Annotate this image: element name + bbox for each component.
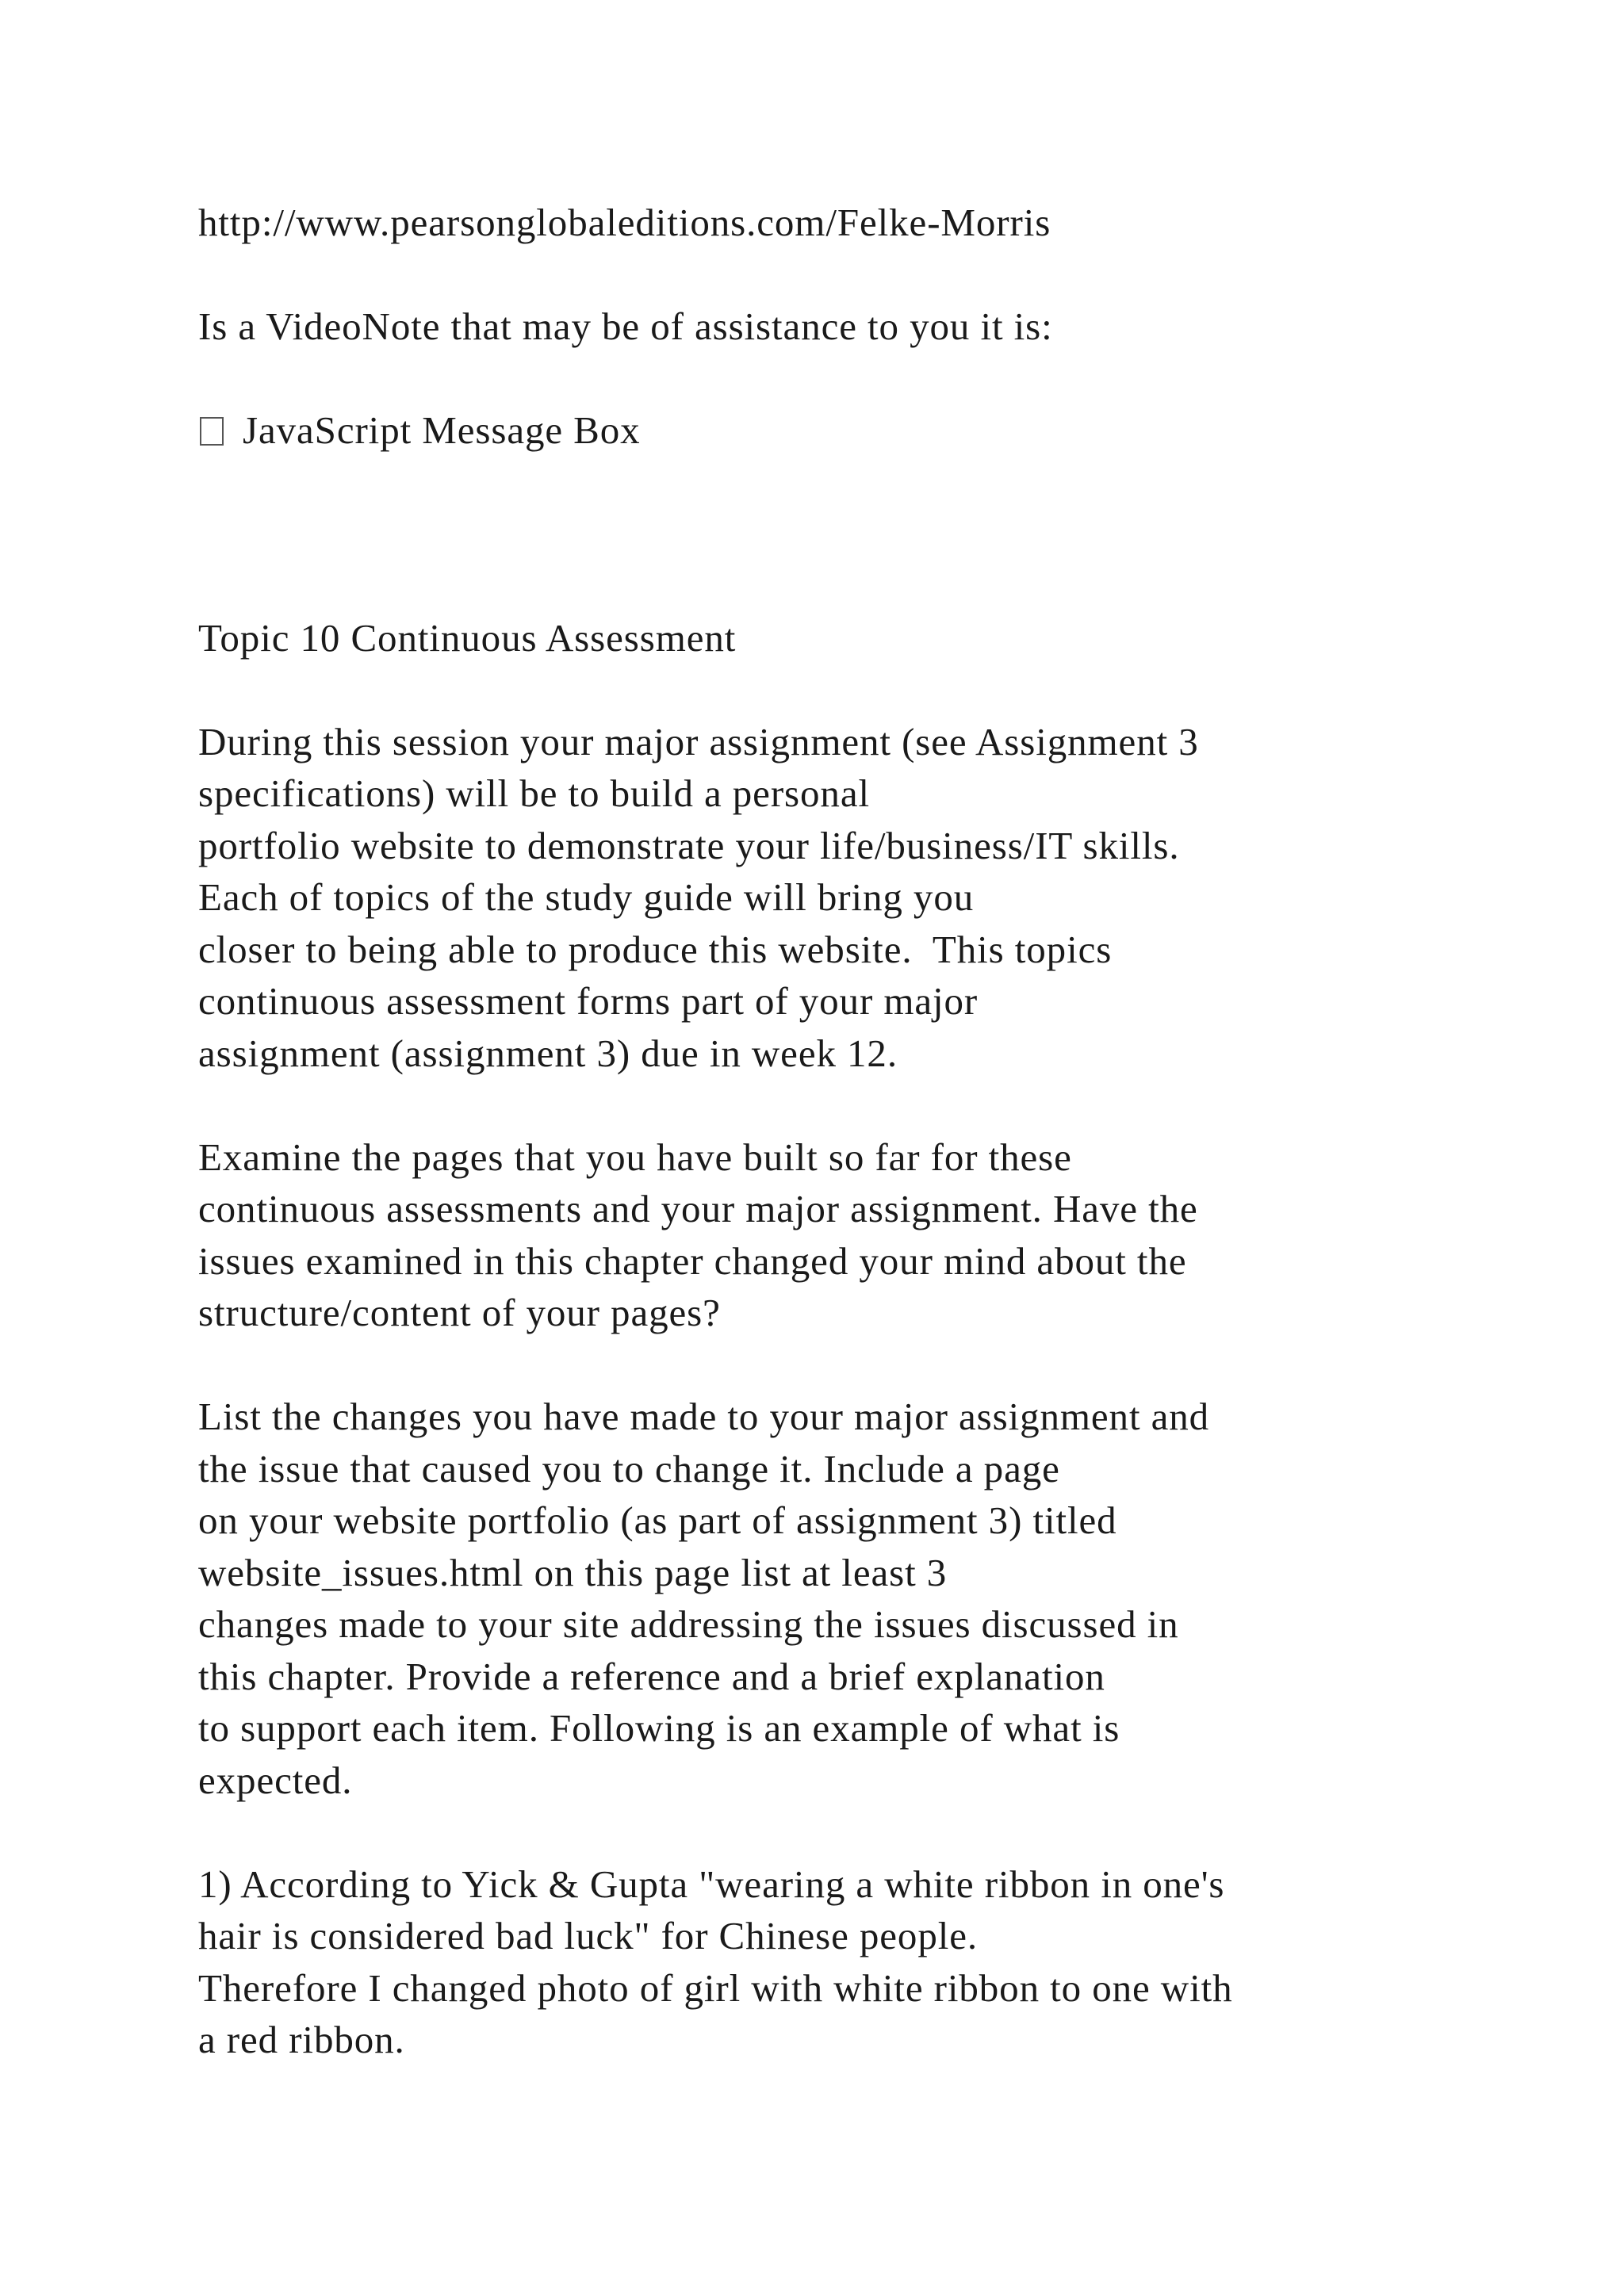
- paragraph-line: changes made to your site addressing the issues discussed in: [198, 1602, 1179, 1646]
- missing-glyph-box-icon: [200, 417, 224, 446]
- paragraph-line: on your website portfolio (as part of assignment 3) titled: [198, 1498, 1117, 1542]
- paragraph-line: continuous assessment forms part of your major: [198, 979, 979, 1023]
- paragraph-line: hair is considered bad luck" for Chinese people.: [198, 1914, 979, 1957]
- paragraph-line: structure/content of your pages?: [198, 1291, 721, 1334]
- videonote-text: Is a VideoNote that may be of assistance to you it is:: [198, 304, 1053, 348]
- paragraph-line: expected.: [198, 1758, 353, 1802]
- blank-line: [198, 1339, 1546, 1391]
- paragraph-example-item: [198, 1858, 1546, 2066]
- paragraph-examine-pages: [198, 1131, 1546, 1339]
- paragraph-list-changes: [198, 1391, 1546, 1806]
- document-body: [198, 197, 1546, 2066]
- paragraph-line: Examine the pages that you have built so far for these: [198, 1135, 1072, 1179]
- paragraph-line: portfolio website to demonstrate your life/business/IT skills.: [198, 823, 1180, 867]
- paragraph-assignment-overview: [198, 716, 1546, 1080]
- paragraph-line: Therefore I changed photo of girl with white ribbon to one with: [198, 1965, 1233, 2010]
- blank-line: [198, 353, 1546, 405]
- paragraph-line: website_issues.html on this page list at least 3: [198, 1550, 948, 1594]
- paragraph-line: this chapter. Provide a reference and a brief explanation: [198, 1654, 1105, 1698]
- paragraph-line: continuous assessments and your major assignment. Have the: [198, 1187, 1198, 1230]
- blank-line: [198, 664, 1546, 716]
- paragraph-line: 1) According to Yick & Gupta "wearing a white ribbon in one's: [198, 1862, 1225, 1906]
- paragraph-line: assignment (assignment 3) due in week 12.: [198, 1031, 898, 1075]
- paragraph-line: to support each item. Following is an example of what is: [198, 1706, 1120, 1750]
- blank-line: [198, 1806, 1546, 1858]
- blank-line: [198, 249, 1546, 301]
- paragraph-line: Each of topics of the study guide will bring you: [198, 875, 975, 919]
- pearson-url-text: http://www.pearsonglobaleditions.com/Felke-Morris: [198, 201, 1051, 244]
- bullet-item-text: JavaScript Message Box: [243, 408, 641, 452]
- blank-lines: [198, 457, 1546, 612]
- paragraph-line: List the changes you have made to your major assignment and: [198, 1395, 1210, 1438]
- paragraph-line: During this session your major assignment (see Assignment 3: [198, 719, 1199, 763]
- topic-heading: Topic 10 Continuous Assessment: [198, 615, 737, 660]
- bullet-item: [198, 404, 1546, 457]
- paragraph-line: the issue that caused you to change it. Include a page: [198, 1446, 1060, 1490]
- paragraph-line: a red ribbon.: [198, 2018, 405, 2061]
- paragraph-line: closer to being able to produce this website. This topics: [198, 927, 1113, 971]
- blank-line: [198, 1079, 1546, 1131]
- paragraph-line: issues examined in this chapter changed your mind about the: [198, 1238, 1187, 1283]
- paragraph-line: specifications) will be to build a personal: [198, 771, 870, 815]
